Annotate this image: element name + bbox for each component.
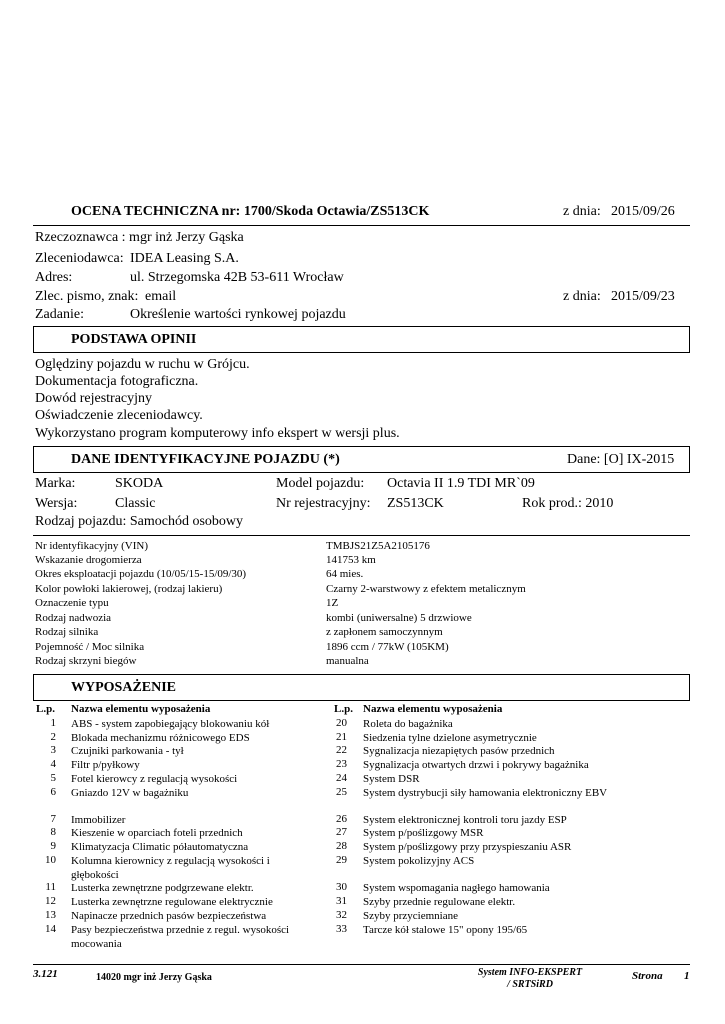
equipment-item: Klimatyzacja Climatic półautomatyczna [71, 841, 249, 853]
adres-value: ul. Strzegomska 42B 53-611 Wrocław [130, 270, 344, 285]
equipment-item: Sygnalizacja otwartych drzwi i pokrywy bagażnika [363, 759, 589, 771]
equipment-lp: 5 [50, 772, 56, 784]
equipment-item: Kolumna kierownicy z regulacją wysokości i głębokości [71, 855, 270, 881]
footer-system-line1: System INFO-EKSPERT [477, 967, 583, 978]
zlec-date: 2015/09/23 [611, 289, 675, 304]
equipment-lp: 2 [50, 731, 56, 743]
dane-row-label: Rodzaj nadwozia [35, 612, 112, 624]
equipment-item: Immobilizer [71, 814, 126, 826]
equipment-item: Lusterka zewnętrzne regulowane elektrycznie [71, 896, 273, 908]
equipment-lp: 14 [45, 923, 56, 935]
zlec-label: Zlec. pismo, znak: [35, 289, 139, 304]
equipment-item: Gniazdo 12V w bagażniku [71, 787, 189, 799]
dane-row-label: Okres eksploatacji pojazdu (10/05/15-15/09/30) [35, 568, 247, 580]
equipment-lp: 10 [45, 854, 56, 866]
equipment-item: Sygnalizacja niezapiętych pasów przednich [363, 745, 555, 757]
equipment-item: System p/poślizgowy MSR [363, 827, 484, 839]
right-col-lp-header: L.p. [334, 703, 353, 715]
wersja-label: Wersja: [35, 496, 78, 511]
footer-author: 14020 mgr inż Jerzy Gąska [96, 972, 212, 983]
equipment-lp: 4 [50, 758, 56, 770]
dane-row-label: Nr identyfikacyjny (VIN) [35, 540, 149, 552]
equipment-item: Napinacze przednich pasów bezpieczeństwa [71, 910, 267, 922]
equipment-item: Kieszenie w oparciach foteli przednich [71, 827, 243, 839]
equipment-item: Blokada mechanizmu różnicowego EDS [71, 732, 250, 744]
zlec-date-label: z dnia: [563, 289, 601, 304]
header-divider [33, 225, 690, 226]
dane-row-label: Oznaczenie typu [35, 597, 109, 609]
dane-row-value: 1896 ccm / 77kW (105KM) [326, 641, 449, 653]
equipment-item: System elektronicznej kontroli toru jazdy ESP [363, 814, 567, 826]
podstawa-line: Dokumentacja fotograficzna. [35, 374, 199, 389]
dane-row-value: 141753 km [326, 554, 376, 566]
equipment-item: Czujniki parkowania - tył [71, 745, 184, 757]
equipment-item: Szyby przednie regulowane elektr. [363, 896, 516, 908]
equipment-lp: 27 [336, 826, 347, 838]
wyposazenie-heading-box [33, 674, 690, 701]
equipment-lp: 20 [336, 717, 347, 729]
zadanie-label: Zadanie: [35, 307, 84, 322]
equipment-lp: 3 [50, 744, 56, 756]
equipment-item: System DSR [363, 773, 420, 785]
dane-row-label: Pojemność / Moc silnika [35, 641, 145, 653]
zleceniodawca-value: IDEA Leasing S.A. [130, 251, 239, 266]
equipment-lp: 29 [336, 854, 347, 866]
dane-row-label: Kolor powłoki lakierowej, (rodzaj lakieru) [35, 583, 223, 595]
equipment-lp: 13 [45, 909, 56, 921]
equipment-lp: 1 [50, 717, 56, 729]
equipment-item: Szyby przyciemniane [363, 910, 458, 922]
document-date: 2015/09/26 [611, 204, 675, 219]
equipment-lp: 32 [336, 909, 347, 921]
equipment-lp: 8 [50, 826, 56, 838]
equipment-lp: 24 [336, 772, 347, 784]
equipment-item: Tarcze kół stalowe 15" opony 195/65 [363, 924, 528, 936]
dane-row-label: Rodzaj skrzyni biegów [35, 655, 137, 667]
footer-divider [33, 964, 690, 965]
equipment-lp: 23 [336, 758, 347, 770]
model-label: Model pojazdu: [276, 476, 365, 491]
dane-row-value: Czarny 2-warstwowy z efektem metalicznym [326, 583, 526, 595]
podstawa-heading-box [33, 326, 690, 353]
wersja-value: Classic [115, 496, 156, 511]
equipment-lp: 9 [50, 840, 56, 852]
model-value: Octavia II 1.9 TDI MR`09 [387, 476, 535, 491]
equipment-item: System dystrybucji siły hamowania elektroniczny EBV [363, 787, 608, 799]
equipment-lp: 11 [45, 881, 56, 893]
marka-label: Marka: [35, 476, 76, 491]
dane-row-label: Wskazanie drogomierza [35, 554, 142, 566]
podstawa-line: Oświadczenie zleceniodawcy. [35, 408, 203, 423]
equipment-lp: 21 [336, 731, 347, 743]
zlec-value: email [145, 289, 177, 304]
equipment-lp: 28 [336, 840, 347, 852]
equipment-item: System p/poślizgowy przy przyspieszaniu ASR [363, 841, 572, 853]
footer-page-number: 1 [684, 970, 690, 982]
dane-date: Dane: [O] IX-2015 [567, 452, 675, 467]
wyposazenie-heading: WYPOSAŻENIE [71, 680, 177, 695]
equipment-lp: 7 [50, 813, 56, 825]
podstawa-line: Oględziny pojazdu w ruchu w Grójcu. [35, 357, 250, 372]
dane-heading-box [33, 446, 690, 473]
rodzaj-pojazdu: Rodzaj pojazdu: Samochód osobowy [35, 514, 244, 529]
marka-value: SKODA [115, 476, 164, 491]
equipment-lp: 6 [50, 786, 56, 798]
equipment-lp: 31 [336, 895, 347, 907]
dane-heading: DANE IDENTYFIKACYJNE POJAZDU (*) [71, 452, 340, 467]
nr-rej-value: ZS513CK [387, 496, 444, 511]
footer-page-code: 3.121 [33, 968, 58, 980]
dane-divider [33, 535, 690, 536]
equipment-item: Pasy bezpieczeństwa przednie z regul. wysokości mocowania [71, 924, 290, 950]
dane-row-value: 1Z [326, 597, 339, 609]
equipment-item: System pokolizyjny ACS [363, 855, 475, 867]
equipment-item: Fotel kierowcy z regulacją wysokości [71, 773, 238, 785]
podstawa-line: Dowód rejestracyjny [35, 391, 153, 406]
equipment-item: Roleta do bagażnika [363, 718, 453, 730]
rzeczoznawca: Rzeczoznawca : mgr inż Jerzy Gąska [35, 230, 244, 245]
dane-row-value: z zapłonem samoczynnym [326, 626, 443, 638]
equipment-item: Siedzenia tylne dzielone asymetrycznie [363, 732, 537, 744]
equipment-item: Filtr p/pyłkowy [71, 759, 140, 771]
dane-row-value: manualna [326, 655, 369, 667]
left-col-lp-header: L.p. [36, 703, 55, 715]
equipment-lp: 30 [336, 881, 347, 893]
podstawa-heading: PODSTAWA OPINII [71, 332, 197, 347]
nr-rej-label: Nr rejestracyjny: [276, 496, 371, 511]
document-date-label: z dnia: [563, 204, 601, 219]
equipment-lp: 25 [336, 786, 347, 798]
podstawa-line: Wykorzystano program komputerowy info ekspert w wersji plus. [35, 426, 400, 441]
document-title: OCENA TECHNICZNA nr: 1700/Skoda Octawia/ZS513CK [71, 204, 430, 219]
equipment-item: Lusterka zewnętrzne podgrzewane elektr. [71, 882, 254, 894]
left-col-name-header: Nazwa elementu wyposażenia [71, 703, 211, 715]
equipment-lp: 22 [336, 744, 347, 756]
zadanie-value: Określenie wartości rynkowej pojazdu [130, 307, 346, 322]
zleceniodawca-label: Zleceniodawca: [35, 251, 124, 266]
dane-row-value: 64 mies. [326, 568, 364, 580]
equipment-lp: 12 [45, 895, 56, 907]
dane-row-value: kombi (uniwersalne) 5 drzwiowe [326, 612, 472, 624]
equipment-lp: 26 [336, 813, 347, 825]
adres-label: Adres: [35, 270, 73, 285]
footer-strona-label: Strona [632, 970, 663, 982]
dane-row-label: Rodzaj silnika [35, 626, 99, 638]
rok-prod: Rok prod.: 2010 [522, 496, 614, 511]
equipment-lp: 33 [336, 923, 347, 935]
dane-row-value: TMBJS21Z5A2105176 [326, 540, 430, 552]
equipment-item: ABS - system zapobiegający blokowaniu kół [71, 718, 270, 730]
footer-system-line2: / SRTSiRD [507, 979, 553, 990]
equipment-item: System wspomagania nagłego hamowania [363, 882, 550, 894]
right-col-name-header: Nazwa elementu wyposażenia [363, 703, 503, 715]
